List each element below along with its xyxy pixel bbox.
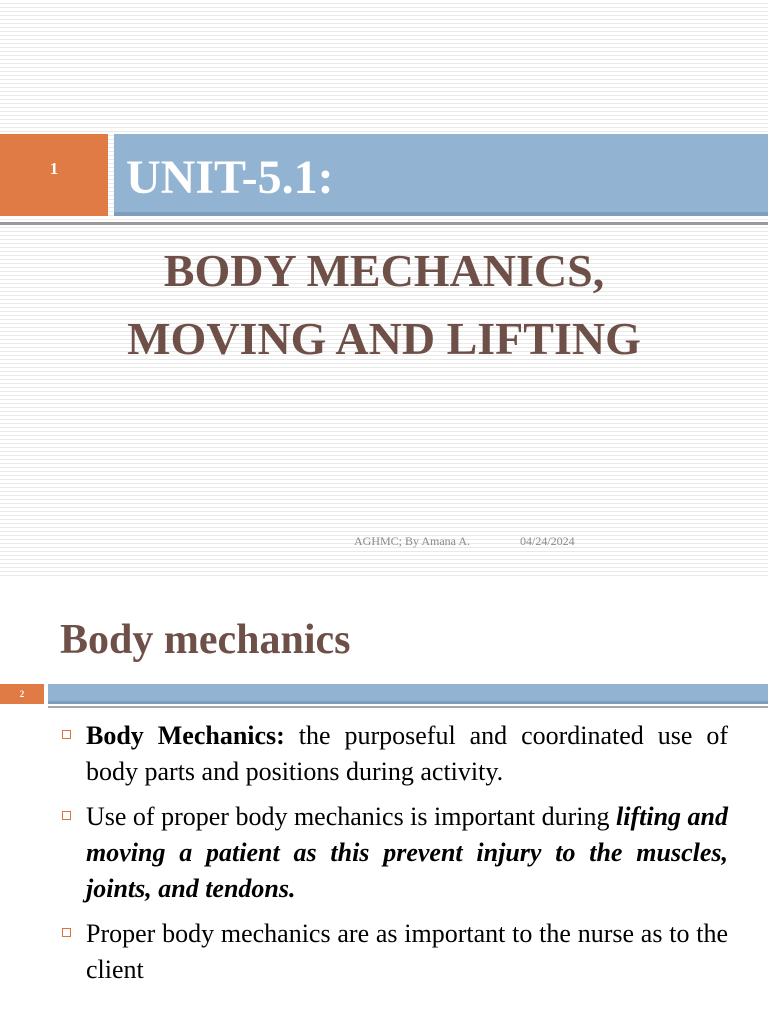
slide-title-line-2: MOVING AND LIFTING	[127, 313, 641, 364]
list-item	[60, 916, 728, 988]
emphasis-text: lifting and moving a patient as this prevent injury to the muscles, joints, and tendons.	[86, 802, 728, 903]
slide-title-line-1: BODY MECHANICS,	[163, 245, 605, 296]
footer-author: AGHMC; By Amana A.	[354, 534, 471, 548]
slide-number: 1	[49, 159, 59, 178]
list-item	[60, 799, 728, 907]
divider	[0, 222, 768, 225]
hollow-square-bullet-icon	[62, 730, 71, 739]
slide-number-badge	[0, 134, 108, 216]
hollow-square-bullet-icon	[62, 811, 71, 820]
slide-heading: Body mechanics	[60, 617, 351, 663]
unit-title: UNIT-5.1:	[126, 151, 334, 204]
bullet-text: Use of proper body mechanics is important during	[86, 802, 617, 831]
slide-number: 2	[19, 689, 25, 699]
slide-2	[0, 576, 768, 1024]
list-item	[60, 718, 728, 790]
title-bar	[48, 684, 768, 704]
definition: the purposeful and coordinated use of body parts and positions during activity.	[86, 721, 728, 786]
footer-date: 04/24/2024	[520, 534, 575, 548]
bullet-list	[60, 718, 728, 997]
slide-number-badge	[0, 684, 44, 704]
bullet-text: Proper body mechanics are as important to the nurse as to the client	[86, 919, 728, 984]
divider	[48, 706, 768, 708]
hollow-square-bullet-icon	[62, 928, 71, 937]
term: Body Mechanics:	[86, 721, 285, 750]
